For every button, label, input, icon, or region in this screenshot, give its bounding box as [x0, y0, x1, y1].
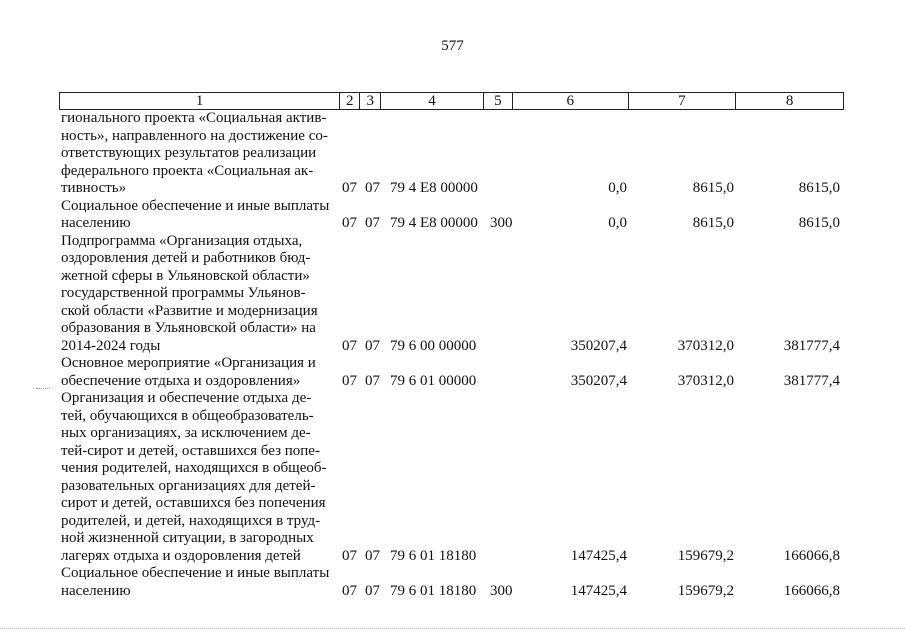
row-1-description: [61, 110, 333, 198]
row-4-description: [61, 355, 333, 390]
row-6-c7: 159679,2: [677, 582, 734, 599]
row-6-description: [61, 565, 333, 600]
row-3-c3: 07: [365, 337, 380, 354]
row-1-c8: 8615,0: [798, 180, 840, 196]
description-line: ской области «Развитие и модернизация: [61, 302, 318, 319]
description-line: ной жизненной ситуации, в загородных: [61, 530, 314, 546]
row-3-c6: 350207,4: [570, 337, 627, 354]
description-line: ных организациях, за исключением де-: [61, 425, 311, 441]
header-col-6: 6: [513, 93, 629, 109]
header-col-4: 4: [381, 93, 484, 109]
description-line: тей, обучающихся в общеобразователь-: [61, 407, 314, 424]
row-2-c8: 8615,0: [798, 215, 840, 231]
header-col-5: 5: [484, 93, 513, 109]
row-5-description: [61, 390, 333, 565]
header-col-3: 3: [360, 93, 381, 109]
row-3-description: [61, 233, 333, 356]
description-line: гионального проекта «Социальная актив-: [61, 110, 327, 126]
header-col-7: 7: [629, 93, 737, 109]
row-2-c6: 0,0: [608, 215, 627, 231]
description-line: оздоровления детей и работников бюд-: [61, 250, 311, 266]
description-line: родителей, и детей, находящихся в труд-: [61, 512, 321, 529]
row-4-c2: 07: [342, 372, 357, 389]
description-line: государственной программы Ульянов-: [61, 285, 306, 301]
row-6-c4: 79 6 01 18180: [390, 582, 477, 599]
margin-mark: [36, 388, 50, 389]
description-line: ответствующих результатов реализации: [61, 145, 317, 161]
row-6-c6: 147425,4: [570, 582, 627, 599]
description-line: федерального проекта «Социальная ак-: [61, 162, 314, 179]
description-line: 2014-2024 годы: [61, 337, 161, 354]
page-number: 577: [441, 38, 464, 54]
description-line: лагерях отдыха и оздоровления детей: [61, 547, 301, 564]
header-col-2: 2: [340, 93, 360, 109]
description-line: образования в Ульяновской области» на: [61, 320, 316, 336]
description-line: разовательных организациях для детей-: [61, 477, 316, 494]
table-header: [59, 92, 844, 110]
description-line: населению: [61, 582, 131, 599]
header-col-1: 1: [60, 93, 340, 109]
row-5-c6: 147425,4: [570, 547, 627, 564]
description-line: Социальное обеспечение и иные выплаты: [61, 565, 330, 581]
row-6-c5: 300: [490, 582, 513, 599]
description-line: Социальное обеспечение и иные выплаты: [61, 197, 330, 214]
row-4-c7: 370312,0: [677, 372, 734, 389]
description-line: жетной сферы в Ульяновской области»: [61, 267, 310, 284]
row-3-c2: 07: [342, 337, 357, 354]
description-line: тивность»: [61, 180, 127, 196]
description-line: чения родителей, находящихся в общеоб-: [61, 460, 327, 476]
description-line: ность», направленного на достижение со-: [61, 127, 328, 144]
row-2-c2: 07: [342, 215, 357, 231]
description-line: населению: [61, 215, 131, 231]
scan-dotted-line: [0, 628, 905, 629]
description-line: сирот и детей, оставшихся без попечения: [61, 495, 326, 511]
row-6-c8: 166066,8: [783, 582, 840, 599]
description-line: тей-сирот и детей, оставшихся без попе-: [61, 442, 320, 459]
row-1-c2: 07: [342, 180, 357, 196]
description-line: Основное мероприятие «Организация и: [61, 355, 316, 371]
row-2-c5: 300: [490, 215, 513, 231]
row-1-c4: 79 4 E8 00000: [390, 180, 478, 196]
row-5-c7: 159679,2: [677, 547, 734, 564]
row-5-c8: 166066,8: [783, 547, 840, 564]
row-5-c2: 07: [342, 547, 357, 564]
row-4-c3: 07: [365, 372, 380, 389]
row-1-c7: 8615,0: [692, 180, 734, 196]
description-line: Подпрограмма «Организация отдыха,: [61, 232, 303, 249]
header-col-8: 8: [785, 93, 794, 109]
row-2-description: [61, 198, 333, 233]
description-line: Организация и обеспечение отдыха де-: [61, 390, 312, 406]
row-2-c3: 07: [365, 215, 380, 231]
row-2-c7: 8615,0: [692, 215, 734, 231]
row-3-c8: 381777,4: [783, 337, 840, 354]
row-2-c4: 79 4 E8 00000: [390, 215, 478, 231]
row-3-c7: 370312,0: [677, 337, 734, 354]
row-1-c6: 0,0: [608, 180, 627, 196]
description-line: обеспечение отдыха и оздоровления»: [61, 372, 301, 389]
row-5-c3: 07: [365, 547, 380, 564]
row-4-c4: 79 6 01 00000: [390, 372, 477, 389]
row-5-c4: 79 6 01 18180: [390, 547, 477, 564]
row-6-c2: 07: [342, 582, 357, 599]
row-3-c4: 79 6 00 00000: [390, 337, 477, 354]
row-1-c3: 07: [365, 180, 380, 196]
row-4-c8: 381777,4: [783, 372, 840, 389]
row-6-c3: 07: [365, 582, 380, 599]
row-4-c6: 350207,4: [570, 372, 627, 389]
